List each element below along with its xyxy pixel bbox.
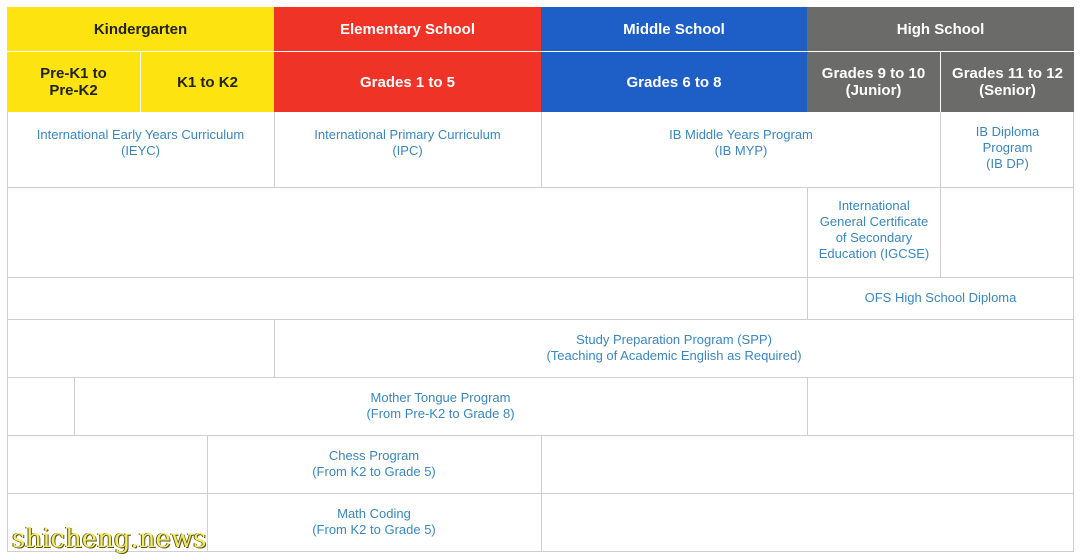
grid-line [7, 377, 1074, 378]
program-ieyc-label: International Early Years Curriculum (IEYC) [36, 126, 245, 158]
header-middle-label: Middle School [623, 20, 725, 38]
header-kindergarten-label: Kindergarten [93, 20, 188, 38]
header-divider [140, 52, 141, 112]
subheader-grades-9-10 [807, 52, 940, 112]
program-ofs-diploma [807, 277, 1074, 319]
empty-cell [7, 187, 807, 277]
program-math-coding-label: Math Coding (From K2 to Grade 5) [312, 506, 436, 537]
program-ib-dp-label: IB Diploma Program (IB DP) [975, 123, 1040, 171]
header-elementary-label: Elementary School [339, 20, 476, 38]
subheader-g6-8-label: Grades 6 to 8 [626, 73, 722, 91]
grid-line [7, 319, 1074, 320]
subheader-g1-5-label: Grades 1 to 5 [359, 73, 456, 91]
header-elementary-school [274, 7, 541, 51]
subheader-k1-k2 [141, 52, 274, 112]
program-spp [274, 319, 1074, 377]
subheader-g9-10-label: Grades 9 to 10 (Junior) [821, 65, 926, 99]
grid-line [274, 112, 275, 187]
program-chess-label: Chess Program (From K2 to Grade 5) [312, 448, 436, 479]
empty-cell [7, 319, 274, 377]
program-ipc [274, 112, 541, 187]
header-high-school [807, 7, 1074, 51]
subheader-pre-k [7, 52, 140, 112]
subheader-grades-6-8 [541, 52, 807, 112]
empty-cell [541, 493, 1074, 551]
program-ieyc [7, 112, 274, 187]
header-kindergarten [7, 7, 274, 51]
subheader-k-label: K1 to K2 [177, 73, 238, 91]
empty-cell [941, 187, 1074, 277]
program-mother-tongue [74, 377, 807, 435]
program-ib-myp-label: IB Middle Years Program (IB MYP) [669, 126, 813, 158]
grid-line [7, 187, 1074, 188]
grid-line [74, 377, 75, 435]
empty-cell [7, 277, 807, 319]
program-math-coding [207, 493, 541, 551]
grid-line [7, 277, 1074, 278]
header-divider [7, 51, 1074, 52]
header-high-label: High School [896, 20, 985, 38]
empty-cell [807, 377, 1074, 435]
program-igcse-label: International General Certificate of Secondary Education (IGCSE) [818, 198, 930, 261]
empty-cell [7, 435, 207, 493]
subheader-grades-11-12 [941, 52, 1074, 112]
empty-cell [541, 435, 1074, 493]
grid-line [274, 319, 275, 377]
program-ipc-label: International Primary Curriculum (IPC) [314, 126, 501, 158]
grid-line [940, 112, 941, 277]
header-divider [940, 52, 941, 112]
grid-line [807, 377, 808, 435]
grid-line [207, 435, 208, 551]
subheader-grades-1-5 [274, 52, 541, 112]
program-mother-tongue-label: Mother Tongue Program (From Pre-K2 to Grade 8) [366, 390, 515, 421]
subheader-g11-12-label: Grades 11 to 12 (Senior) [952, 65, 1063, 99]
program-ofs-label: OFS High School Diploma [864, 290, 1017, 305]
grid-line [807, 187, 808, 319]
subheader-pre-k-label: Pre-K1 to Pre-K2 [40, 65, 107, 99]
program-ib-dp [941, 112, 1074, 187]
program-chess [207, 435, 541, 493]
program-spp-label: Study Preparation Program (SPP) (Teaching of Academic English as Required) [546, 332, 802, 363]
empty-cell [7, 377, 74, 435]
header-middle-school [541, 7, 807, 51]
watermark: shicheng.news [12, 524, 207, 554]
grid-line [541, 112, 542, 187]
program-igcse [807, 187, 941, 277]
grid-line [1073, 112, 1074, 551]
program-ib-myp [541, 112, 941, 187]
grid-line [7, 112, 8, 551]
grid-line [541, 435, 542, 551]
